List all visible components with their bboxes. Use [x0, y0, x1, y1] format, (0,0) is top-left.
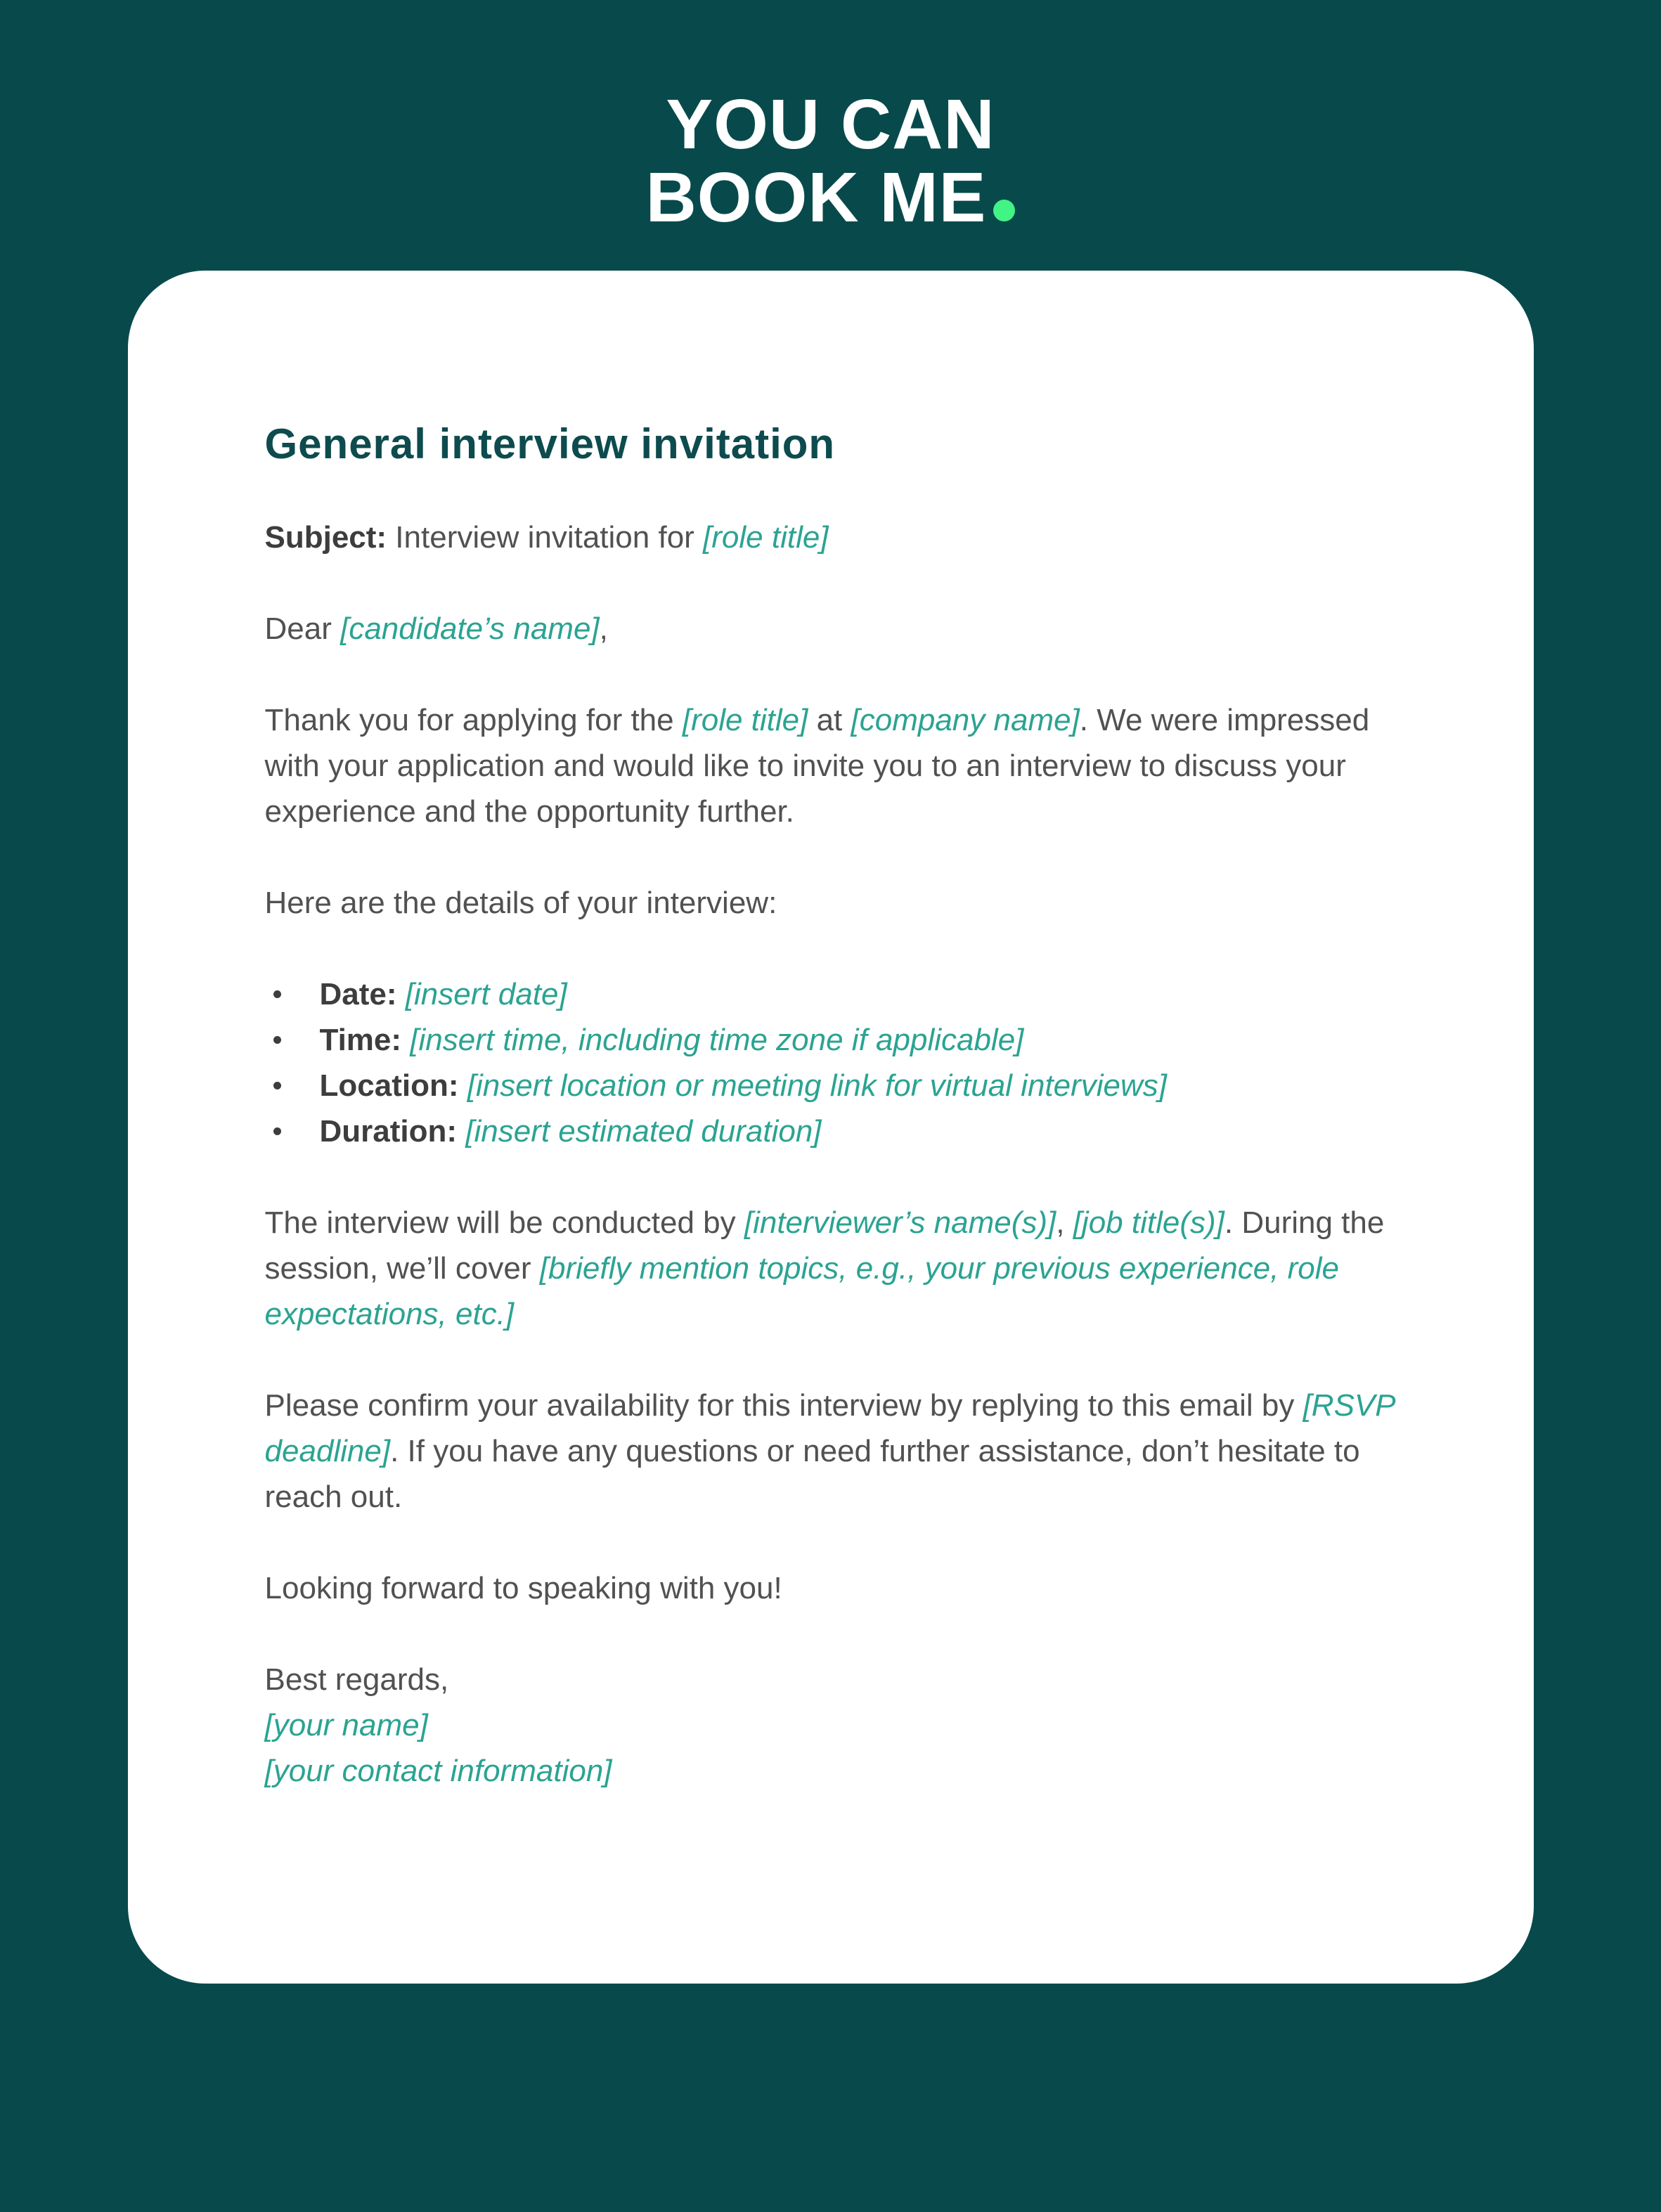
- insert-date-placeholder: [insert date]: [405, 977, 567, 1011]
- company-name-placeholder: [company name]: [851, 703, 1080, 737]
- page-title: General interview invitation: [264, 420, 836, 467]
- detail-label: Time:: [319, 1023, 402, 1057]
- conducted-paragraph: The interview will be conducted by [interviewer’s name(s)], [job title(s)]. During the session, we’ll cover [briefly mention topics, e.g., your previous experience, role expectations, etc.]: [264, 1205, 1385, 1331]
- interview-details-list: [265, 971, 1421, 1154]
- email-template-card: [128, 271, 1534, 1984]
- insert-duration-placeholder: [insert estimated duration]: [465, 1114, 822, 1149]
- subject-line: Subject: Interview invitation for [role title]: [264, 520, 829, 555]
- detail-item-duration: [265, 1108, 1421, 1154]
- role-title-placeholder: [role title]: [703, 520, 829, 555]
- interviewer-name-placeholder: [interviewer’s name(s)]: [744, 1205, 1056, 1240]
- subject-label: Subject:: [264, 520, 387, 555]
- your-name-placeholder: [your name]: [264, 1708, 428, 1742]
- youcanbookme-logo: [0, 85, 1661, 237]
- greeting-line: Dear [candidate’s name],: [264, 612, 608, 646]
- insert-location-placeholder: [insert location or meeting link for virtual interviews]: [467, 1068, 1168, 1103]
- your-contact-placeholder: [your contact information]: [264, 1754, 612, 1788]
- logo-line-2: BOOK ME: [0, 161, 1661, 234]
- green-dot-icon: [993, 200, 1015, 221]
- detail-item-date: [265, 971, 1421, 1017]
- role-title-placeholder: [role title]: [682, 703, 808, 737]
- detail-label: Date:: [319, 977, 397, 1011]
- confirm-paragraph: Please confirm your availability for this interview by replying to this email by [RSVP deadline]. If you have any questions or need further assistance, don’t hesitate to reach out.: [264, 1388, 1395, 1514]
- detail-label: Location:: [319, 1068, 459, 1103]
- detail-label: Duration:: [319, 1114, 458, 1149]
- job-title-placeholder: [job title(s)]: [1073, 1205, 1224, 1240]
- detail-item-location: [265, 1063, 1421, 1108]
- intro-paragraph: Thank you for applying for the [role title] at [company name]. We were impressed with your application and would like to invite you to an interview to discuss your experience and the opportunity further.: [264, 703, 1370, 829]
- insert-time-placeholder: [insert time, including time zone if applicable]: [410, 1023, 1024, 1057]
- details-heading: Here are the details of your interview:: [264, 886, 777, 920]
- candidate-name-placeholder: [candidate’s name]: [340, 612, 600, 646]
- signature-block: [265, 1657, 1421, 1794]
- regards-line: Best regards,: [264, 1662, 449, 1697]
- detail-item-time: [265, 1017, 1421, 1063]
- topics-placeholder: [briefly mention topics, e.g., your previous experience, role expectations, etc.]: [264, 1251, 1339, 1331]
- logo-line-1: YOU CAN: [666, 85, 995, 164]
- rsvp-deadline-placeholder: [RSVP deadline]: [264, 1388, 1395, 1468]
- closing-line: Looking forward to speaking with you!: [264, 1571, 782, 1605]
- email-body: [265, 515, 1421, 1794]
